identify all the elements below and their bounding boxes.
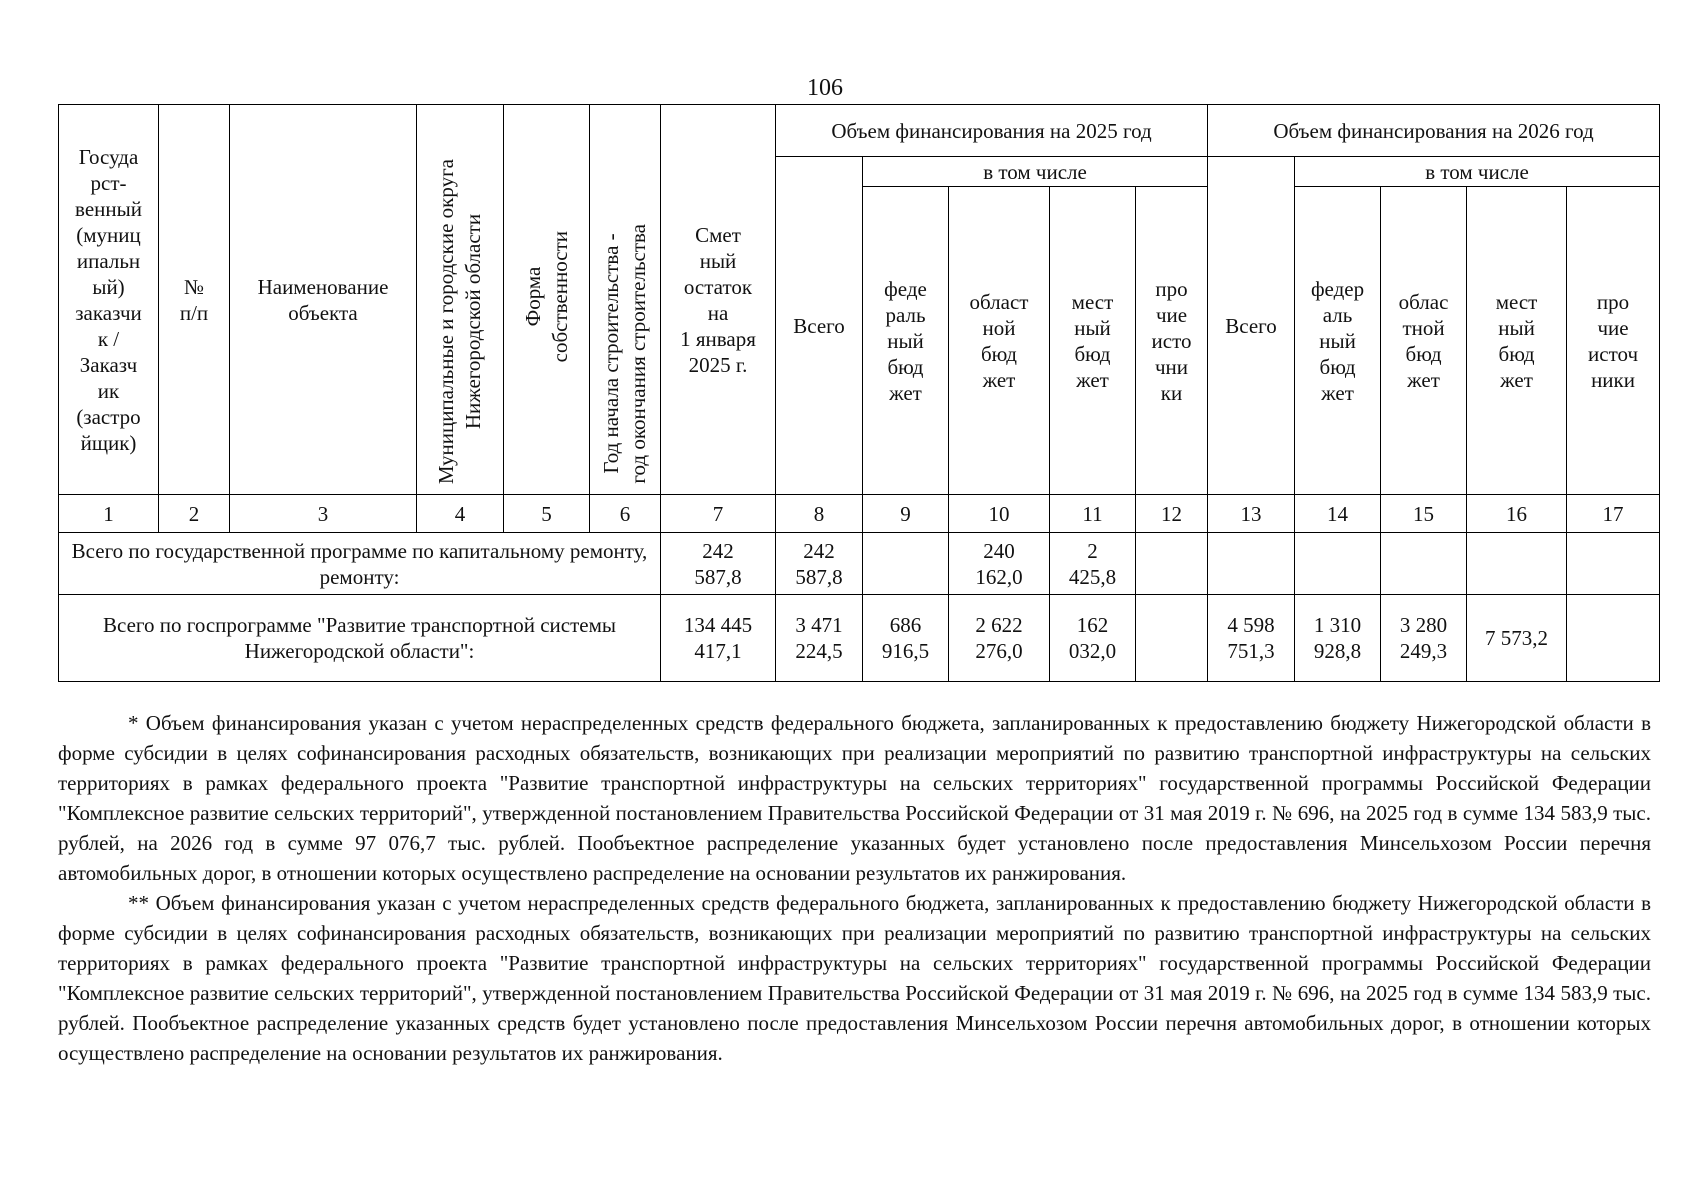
table-cell [1567, 595, 1660, 682]
table-cell: 2 425,8 [1050, 533, 1136, 595]
header-number: № п/п [159, 105, 230, 495]
column-number: 5 [504, 495, 590, 533]
header-municipalities: Муниципальные и городские округа Нижегородской области [434, 158, 485, 484]
column-number: 11 [1050, 495, 1136, 533]
table-cell: 242 587,8 [776, 533, 863, 595]
header-local-2026: мест ный бюд жет [1467, 187, 1567, 495]
funding-table [58, 104, 1660, 682]
page-number: 106 [807, 75, 843, 101]
table-cell [1567, 533, 1660, 595]
table-cell [863, 533, 949, 595]
header-regional-2026: облас тной бюд жет [1381, 187, 1467, 495]
header-funding-2025: Объем финансирования на 2025 год [776, 105, 1208, 157]
table-cell [1208, 533, 1295, 595]
column-number: 4 [417, 495, 504, 533]
table-cell: 242 587,8 [661, 533, 776, 595]
header-local-2025: мест ный бюд жет [1050, 187, 1136, 495]
table-cell: 162 032,0 [1050, 595, 1136, 682]
header-regional-2025: област ной бюд жет [949, 187, 1050, 495]
header-total-2025: Всего [776, 157, 863, 495]
table-cell [1295, 533, 1381, 595]
header-other-2026: про чие источ ники [1567, 187, 1660, 495]
column-number: 2 [159, 495, 230, 533]
header-object-name: Наименование объекта [230, 105, 417, 495]
column-number: 15 [1381, 495, 1467, 533]
table-cell [1467, 533, 1567, 595]
header-customer: Госуда рст- венный (муниц ипальн ый) заказчи к / Заказч ик (застро йщик) [59, 105, 159, 495]
footnote-1: * Объем финансирования указан с учетом нераспределенных средств федерального бюджета, запланированных к предоставлению бюджету Нижегородской области в форме субсидии в целях софинансирования расходных обязательств, возникающих при реализации мероприятий по развитию транспортной инфраструктуры на сельских территориях в рамках федерального проекта "Развитие транспортной инфраструктуры на сельских территориях" государственной программы Российской Федерации "Комплексное развитие сельских территорий", утвержденной постановлением Правительства Российской Федерации от 31 мая 2019 г. № 696, на 2025 год в сумме 134 583,9 тыс. рублей, на 2026 год в сумме 97 076,7 тыс. рублей. Пообъектное распределение указанных будет установлено после предоставления Минсельхозом России перечня автомобильных дорог, в отношении которых осуществлено распределение на основании результатов их ранжирования. [58, 711, 1651, 885]
table-row [59, 533, 1660, 595]
table-cell: 1 310 928,8 [1295, 595, 1381, 682]
column-number: 6 [590, 495, 661, 533]
column-number: 9 [863, 495, 949, 533]
header-federal-2026: федер аль ный бюд жет [1295, 187, 1381, 495]
column-number: 12 [1136, 495, 1208, 533]
header-years-cell [590, 105, 661, 495]
footnotes [58, 708, 1651, 1068]
column-number: 7 [661, 495, 776, 533]
row-label: Всего по госпрограмме "Развитие транспортной системы Нижегородской области": [59, 595, 661, 682]
header-funding-2026: Объем финансирования на 2026 год [1208, 105, 1660, 157]
table-cell: 4 598 751,3 [1208, 595, 1295, 682]
header-federal-2025: феде раль ный бюд жет [863, 187, 949, 495]
header-ownership: Форма собственности [520, 230, 572, 363]
table-cell: 240 162,0 [949, 533, 1050, 595]
table-cell: 3 280 249,3 [1381, 595, 1467, 682]
header-including-2025: в том числе [863, 157, 1208, 187]
table-cell: 7 573,2 [1467, 595, 1567, 682]
table-cell [1381, 533, 1467, 595]
header-other-2025: про чие исто чни ки [1136, 187, 1208, 495]
footnote-2: ** Объем финансирования указан с учетом нераспределенных средств федерального бюджета, запланированных к предоставлению бюджету Нижегородской области в форме субсидии в целях софинансирования расходных обязательств, возникающих при реализации мероприятий по развитию транспортной инфраструктуры на сельских территориях в рамках федерального проекта "Развитие транспортной инфраструктуры на сельских территориях" государственной программы Российской Федерации "Комплексное развитие сельских территорий", утвержденной постановлением Правительства Российской Федерации от 31 мая 2019 г. № 696, на 2025 год в сумме 134 583,9 тыс. рублей. Пообъектное распределение указанных средств будет установлено после предоставления Минсельхозом России перечня автомобильных дорог, в отношении которых осуществлено распределение на основании результатов их ранжирования. [58, 891, 1651, 1065]
column-number: 1 [59, 495, 159, 533]
column-number: 17 [1567, 495, 1660, 533]
column-number: 10 [949, 495, 1050, 533]
column-number-row [59, 495, 1660, 533]
column-number: 8 [776, 495, 863, 533]
table-cell [1136, 533, 1208, 595]
header-including-2026: в том числе [1295, 157, 1660, 187]
column-number: 3 [230, 495, 417, 533]
header-estimated-balance: Смет ный остаток на 1 января 2025 г. [661, 105, 776, 495]
header-total-2026: Всего [1208, 157, 1295, 495]
table-cell: 134 445 417,1 [661, 595, 776, 682]
header-years: Год начала строительства - год окончания строительства [599, 224, 650, 484]
table-cell: 686 916,5 [863, 595, 949, 682]
table-cell: 3 471 224,5 [776, 595, 863, 682]
header-municipalities-cell [417, 105, 504, 495]
row-label: Всего по государственной программе по капитальному ремонту, ремонту: [59, 533, 661, 595]
column-number: 13 [1208, 495, 1295, 533]
column-number: 14 [1295, 495, 1381, 533]
header-ownership-cell [504, 105, 590, 495]
table-cell: 2 622 276,0 [949, 595, 1050, 682]
table-row [59, 595, 1660, 682]
table-cell [1136, 595, 1208, 682]
column-number: 16 [1467, 495, 1567, 533]
